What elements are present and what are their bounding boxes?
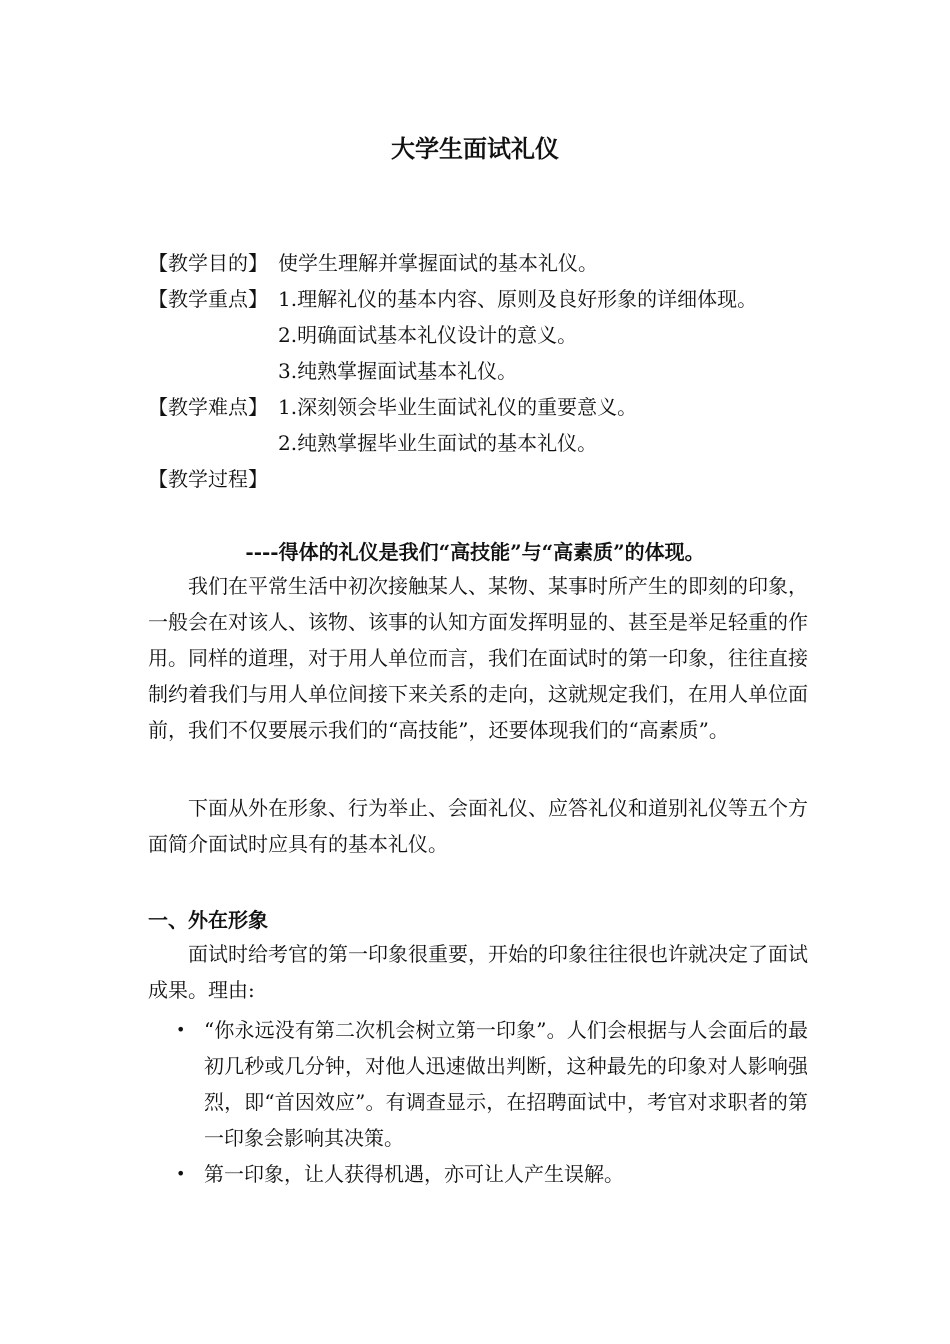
teaching-key-row bbox=[148, 353, 828, 389]
teaching-meta bbox=[148, 245, 828, 497]
bullet-icon: • bbox=[176, 1020, 186, 1039]
teaching-difficulty-row bbox=[148, 389, 828, 425]
teaching-key-item: 3.纯熟掌握面试基本礼仪。 bbox=[278, 359, 518, 383]
teaching-process-row bbox=[148, 461, 828, 497]
section-heading: 一、外在形象 bbox=[148, 908, 268, 932]
list-item-text: “你永远没有第二次机会树立第一印象”。人们会根据与人会面后的最初几秒或几分钟，对他人迅速做出判断，这种最先的印象对人影响强烈，即“首因效应”。有调查显示，在招聘面试中，考官对求职者的第一印象会影响其决策。 bbox=[204, 1018, 808, 1150]
teaching-difficulty-row bbox=[148, 425, 828, 461]
teaching-key-item: 2.明确面试基本礼仪设计的意义。 bbox=[278, 323, 578, 347]
teaching-key-row bbox=[148, 281, 828, 317]
page-title: 大学生面试礼仪 bbox=[391, 135, 559, 163]
teaching-key-item: 1.理解礼仪的基本内容、原则及良好形象的详细体现。 bbox=[278, 287, 758, 311]
motto-line: ----得体的礼仪是我们“高技能”与“高素质”的体现。 bbox=[245, 540, 705, 564]
teaching-goal-label: 【教学目的】 bbox=[148, 251, 268, 275]
teaching-goal-row bbox=[148, 245, 828, 281]
list-item bbox=[148, 1012, 808, 1156]
teaching-goal-text: 使学生理解并掌握面试的基本礼仪。 bbox=[278, 251, 598, 275]
list-item bbox=[148, 1156, 808, 1192]
intro-paragraph: 我们在平常生活中初次接触某人、某物、某事时所产生的即刻的印象，一般会在对该人、该物、该事的认知方面发挥明显的、甚至是举足轻重的作用。同样的道理，对于用人单位而言，我们在面试时的第一印象，往往直接制约着我们与用人单位间接下来关系的走向，这就规定我们，在用人单位面前，我们不仅要展示我们的“高技能”，还要体现我们的“高素质”。 bbox=[148, 574, 808, 742]
teaching-difficulty-item: 2.纯熟掌握毕业生面试的基本礼仪。 bbox=[278, 431, 598, 455]
teaching-difficulty-item: 1.深刻领会毕业生面试礼仪的重要意义。 bbox=[278, 395, 638, 419]
section-intro-paragraph: 面试时给考官的第一印象很重要，开始的印象往往很也许就决定了面试成果。理由: bbox=[148, 942, 808, 1002]
list-item-text: 第一印象，让人获得机遇，亦可让人产生误解。 bbox=[204, 1162, 624, 1186]
teaching-key-row bbox=[148, 317, 828, 353]
teaching-key-label: 【教学重点】 bbox=[148, 287, 268, 311]
teaching-difficulty-label: 【教学难点】 bbox=[148, 395, 268, 419]
teaching-process-label: 【教学过程】 bbox=[148, 467, 268, 491]
bullet-icon: • bbox=[176, 1164, 186, 1183]
overview-paragraph: 下面从外在形象、行为举止、会面礼仪、应答礼仪和道别礼仪等五个方面简介面试时应具有的基本礼仪。 bbox=[148, 796, 808, 856]
bullet-list bbox=[148, 1012, 808, 1192]
